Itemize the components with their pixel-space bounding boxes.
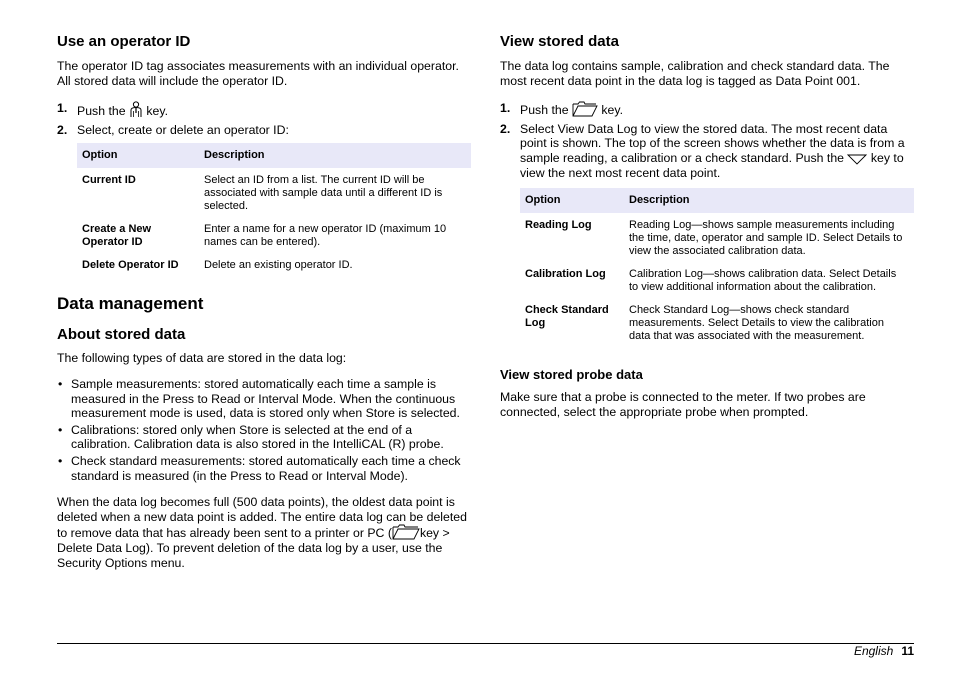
data-types-list bbox=[57, 377, 471, 483]
about-intro: The following types of data are stored in the data log: bbox=[57, 351, 347, 366]
header-description: Description bbox=[199, 143, 471, 168]
list-item: • Sample measurements: stored automatically each time a sample is measured in the Press to Read or Interval Mode. When the continuous measurement mode is used, data is stored only when Store is selected. bbox=[57, 377, 471, 421]
page-number: 11 bbox=[901, 644, 914, 658]
option-cell: Calibration Log bbox=[525, 268, 606, 281]
view-step-1: 1. Push the key. bbox=[500, 101, 624, 118]
view-probe-data-text: Make sure that a probe is connected to the meter. If two probes are connected, select the appropriate probe when prompted. bbox=[500, 390, 866, 419]
folder-icon bbox=[572, 101, 598, 117]
option-cell: Current ID bbox=[82, 174, 136, 187]
view-probe-data-heading: View stored probe data bbox=[500, 367, 643, 383]
description-cell: Select an ID from a list. The current ID will be associated with sample data until a different ID is selected. bbox=[204, 174, 443, 213]
description-cell: Delete an existing operator ID. bbox=[204, 259, 353, 272]
operator-icon bbox=[129, 101, 143, 118]
operator-step-2: 2. Select, create or delete an operator ID: bbox=[57, 122, 289, 137]
option-cell: Delete Operator ID bbox=[82, 259, 179, 272]
operator-id-intro: The operator ID tag associates measurements with an individual operator. All stored data will include the operator ID. bbox=[57, 59, 459, 88]
option-cell: Check Standard Log bbox=[525, 304, 609, 330]
footer-language: English bbox=[853, 644, 894, 658]
page-footer bbox=[854, 643, 914, 658]
operator-id-heading: Use an operator ID bbox=[57, 33, 191, 50]
table-row bbox=[77, 217, 471, 253]
table-row bbox=[520, 298, 914, 347]
about-stored-data-heading: About stored data bbox=[57, 326, 186, 344]
operator-step-1: 1. Push the key. bbox=[57, 101, 169, 119]
header-option: Option bbox=[520, 188, 624, 213]
table-row bbox=[77, 253, 471, 276]
operator-options-table bbox=[77, 143, 471, 276]
view-steps bbox=[500, 101, 914, 180]
data-log-full-paragraph: When the data log becomes full (500 data points), the oldest data point is deleted when a new data point is added. The entire data log can be deleted to remove data that has already been sent to a printer or PC ( key > Delete Data Log). To prevent deletion of the data log by a user, use the Security Options menu. bbox=[57, 495, 467, 570]
header-description: Description bbox=[624, 188, 914, 213]
data-management-heading: Data management bbox=[57, 294, 204, 314]
left-column bbox=[57, 32, 471, 570]
table-row bbox=[520, 213, 914, 262]
list-item: • Calibrations: stored only when Store is selected at the end of a calibration. Calibration data is also stored in the IntelliCAL (R) probe. bbox=[57, 423, 471, 452]
description-cell: Enter a name for a new operator ID (maximum 10 names can be entered). bbox=[204, 223, 447, 249]
option-cell: Create a New Operator ID bbox=[82, 223, 152, 249]
view-stored-data-heading: View stored data bbox=[500, 33, 619, 50]
option-cell: Reading Log bbox=[525, 219, 592, 232]
description-cell: Calibration Log—shows calibration data. Select Details to view additional information about the calibration. bbox=[629, 268, 897, 294]
view-step-2: 2. Select View Data Log to view the stored data. The most recent data point is shown. The top of the screen shows whether the data is from a sample reading, a calibration or a check standard. Push the key to view the next most recent data point. bbox=[500, 121, 905, 180]
right-column bbox=[500, 32, 914, 419]
footer-rule bbox=[57, 643, 914, 644]
table-header-row bbox=[77, 143, 471, 168]
list-item: • Check standard measurements: stored automatically each time a check standard is measured (in the Press to Read or Interval Mode). bbox=[57, 454, 471, 483]
folder-icon bbox=[392, 524, 420, 540]
table-row bbox=[77, 168, 471, 217]
down-arrow-icon bbox=[847, 154, 867, 165]
table-row bbox=[520, 262, 914, 298]
data-log-options-table bbox=[520, 188, 914, 347]
header-option: Option bbox=[77, 143, 199, 168]
operator-steps bbox=[57, 101, 471, 137]
table-header-row bbox=[520, 188, 914, 213]
view-stored-data-intro: The data log contains sample, calibration and check standard data. The most recent data point in the data log is tagged as Data Point 001. bbox=[500, 59, 890, 88]
description-cell: Check Standard Log—shows check standard measurements. Select Details to view the calibration data that was associated with the measurement. bbox=[629, 304, 884, 343]
description-cell: Reading Log—shows sample measurements including the time, date, operator and sample ID. Select Details to view the associated calibration data. bbox=[629, 219, 903, 258]
